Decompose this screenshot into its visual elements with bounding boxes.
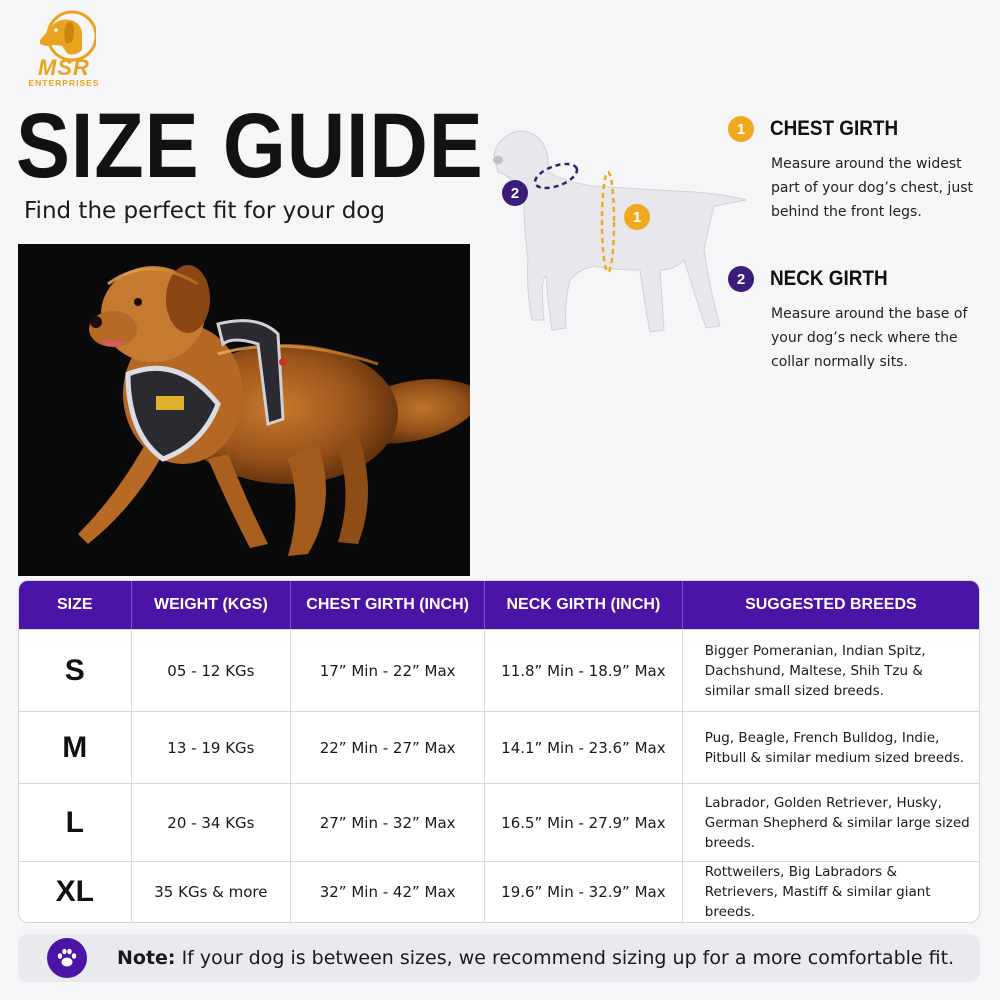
size-cell: M (19, 711, 131, 783)
note-text: If your dog is between sizes, we recommend sizing up for a more comfortable fit. (181, 947, 955, 969)
chest-cell: 22” Min - 27” Max (290, 711, 484, 783)
size-table-container (18, 580, 980, 923)
brand-name: MSR (38, 55, 90, 80)
page-title: SIZE GUIDE (16, 95, 484, 197)
breeds-cell: Pug, Beagle, French Bulldog, Indie, Pitbull & similar medium sized breeds. (682, 711, 979, 783)
chest-cell: 32” Min - 42” Max (290, 861, 484, 922)
brand-logo (24, 10, 104, 96)
chest-cell: 17” Min - 22” Max (290, 629, 484, 711)
breeds-cell: Labrador, Golden Retriever, Husky, German Shepherd & similar large sized breeds. (682, 783, 979, 861)
chest-girth-title: CHEST GIRTH (770, 117, 899, 140)
size-table (18, 580, 980, 923)
size-cell: L (19, 783, 131, 861)
size-cell: XL (19, 861, 131, 922)
golden-retriever-harness-image (18, 244, 470, 576)
brand-tagline: ENTERPRISES (28, 78, 100, 88)
neck-cell: 11.8” Min - 18.9” Max (484, 629, 682, 711)
paw-icon (47, 938, 87, 978)
note-label: Note: (117, 947, 176, 969)
weight-cell: 13 - 19 KGs (131, 711, 291, 783)
neck-girth-title: NECK GIRTH (770, 267, 888, 290)
table-row (19, 711, 979, 783)
chest-girth-section (728, 116, 988, 224)
chest-cell: 27” Min - 32” Max (290, 783, 484, 861)
header-neck-girth: NECK GIRTH (INCH) (484, 581, 682, 629)
neck-marker-badge: 2 (502, 180, 528, 206)
weight-cell: 20 - 34 KGs (131, 783, 291, 861)
note-bar (18, 934, 980, 982)
breeds-cell: Rottweilers, Big Labradors & Retrievers, Mastiff & similar giant breeds. (682, 861, 979, 922)
header-weight: WEIGHT (KGS) (131, 581, 291, 629)
measurement-diagram (484, 120, 754, 350)
size-cell: S (19, 629, 131, 711)
breeds-cell: Bigger Pomeranian, Indian Spitz, Dachshund, Maltese, Shih Tzu & similar small sized breeds. (682, 629, 979, 711)
dog-silhouette-illustration (484, 120, 754, 350)
dog-photo (18, 244, 470, 576)
chest-girth-number: 1 (728, 116, 754, 142)
table-header-row (19, 581, 979, 629)
neck-girth-section (728, 266, 988, 374)
neck-cell: 19.6” Min - 32.9” Max (484, 861, 682, 922)
chest-girth-description: Measure around the widest part of your dog’s chest, just behind the front legs. (771, 156, 973, 220)
header-chest-girth: CHEST GIRTH (INCH) (290, 581, 484, 629)
weight-cell: 05 - 12 KGs (131, 629, 291, 711)
table-row (19, 629, 979, 711)
neck-girth-description: Measure around the base of your dog’s neck where the collar normally sits. (771, 306, 968, 370)
table-row (19, 861, 979, 922)
neck-cell: 14.1” Min - 23.6” Max (484, 711, 682, 783)
page-subtitle: Find the perfect fit for your dog (24, 198, 385, 224)
neck-cell: 16.5” Min - 27.9” Max (484, 783, 682, 861)
neck-girth-number: 2 (728, 266, 754, 292)
harness-logo-patch (156, 396, 184, 410)
header-suggested-breeds: SUGGESTED BREEDS (682, 581, 979, 629)
weight-cell: 35 KGs & more (131, 861, 291, 922)
header-size: SIZE (19, 581, 131, 629)
chest-marker-badge: 1 (624, 204, 650, 230)
table-row (19, 783, 979, 861)
note-message (117, 947, 954, 969)
